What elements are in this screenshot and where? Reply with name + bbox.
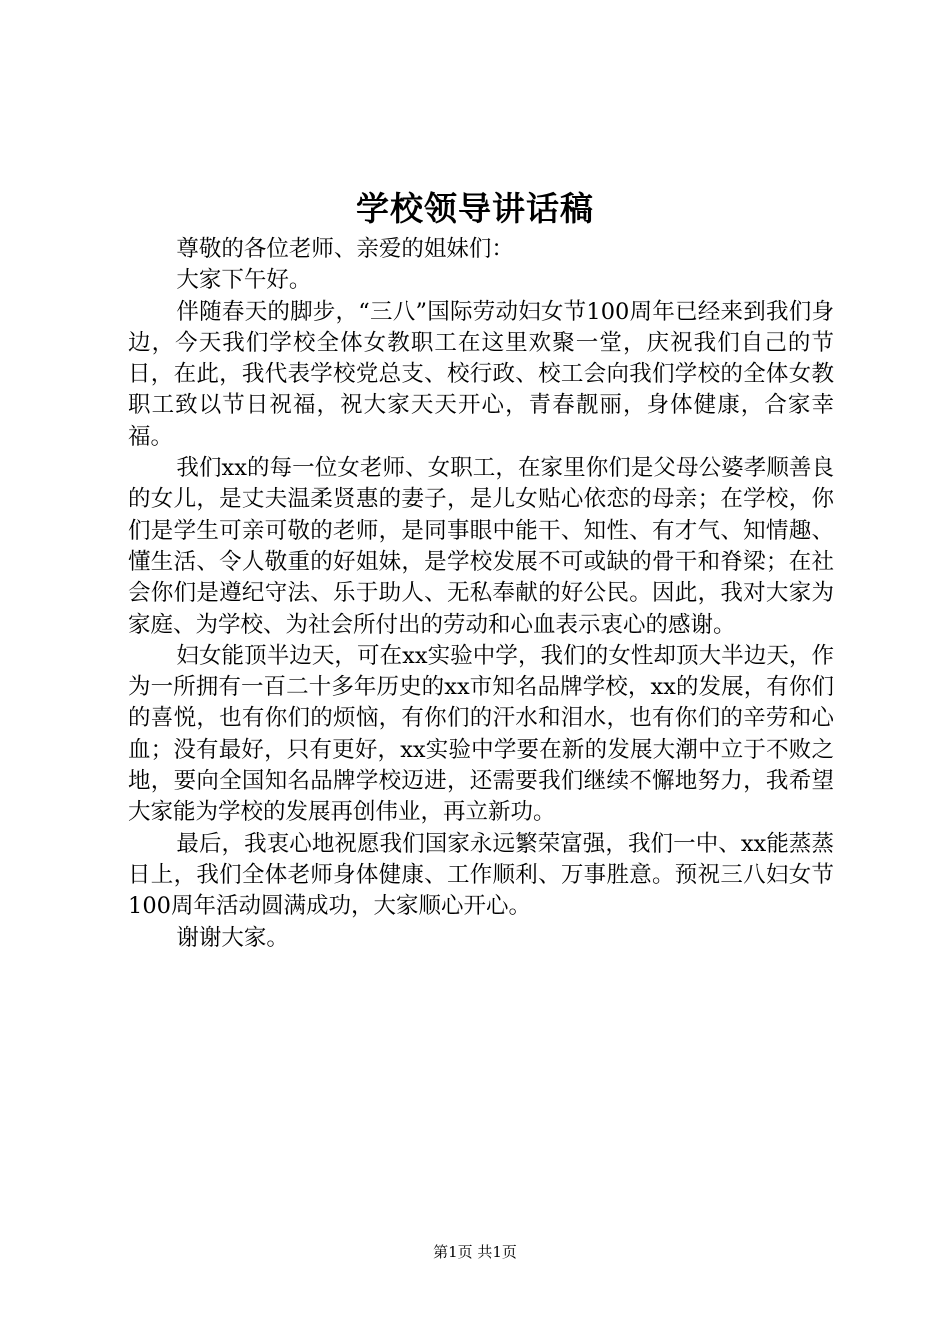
- greeting-paragraph: 大家下午好。: [176, 267, 312, 294]
- closing-paragraph: 谢谢大家。: [176, 924, 289, 951]
- body-paragraph-2: 我们xx的每一位女老师、女职工，在家里你们是父母公婆孝顺善良的女儿，是丈夫温柔贤惠的妻子，是儿女贴心依恋的母亲；在学校，你们是学生可亲可敬的老师，是同事眼中能干、知性、有才气、知情趣、懂生活、令人敬重的好姐妹，是学校发展不可或缺的骨干和脊梁；在社会你们是遵纪守法、乐于助人、无私奉献的好公民。因此，我对大家为家庭、为学校、为社会所付出的劳动和心血表示衷心的感谢。: [128, 455, 834, 638]
- page-footer: 第1页 共1页: [433, 1243, 517, 1261]
- body-paragraph-4: 最后，我衷心地祝愿我们国家永远繁荣富强，我们一中、xx能蒸蒸日上，我们全体老师身体健康、工作顺利、万事胜意。预祝三八妇女节100周年活动圆满成功，大家顺心开心。: [128, 830, 834, 920]
- body-paragraph-1: 伴随春天的脚步，“三八”国际劳动妇女节100周年已经来到我们身边，今天我们学校全体女教职工在这里欢聚一堂，庆祝我们自己的节日，在此，我代表学校党总支、校行政、校工会向我们学校的全体女教职工致以节日祝福，祝大家天天开心，青春靓丽，身体健康，合家幸福。: [128, 298, 834, 450]
- document-body: [128, 234, 834, 954]
- document-title: 学校领导讲话稿: [356, 189, 594, 228]
- body-paragraph-3: 妇女能顶半边天，可在xx实验中学，我们的女性却顶大半边天，作为一所拥有一百二十多年历史的xx市知名品牌学校，xx的发展，有你们的喜悦，也有你们的烦恼，有你们的汗水和泪水，也有你们的辛劳和心血；没有最好，只有更好，xx实验中学要在新的发展大潮中立于不败之地，要向全国知名品牌学校迈进，还需要我们继续不懈地努力，我希望大家能为学校的发展再创伟业，再立新功。: [128, 642, 834, 826]
- salutation-paragraph: 尊敬的各位老师、亲爱的姐妹们：: [176, 236, 514, 262]
